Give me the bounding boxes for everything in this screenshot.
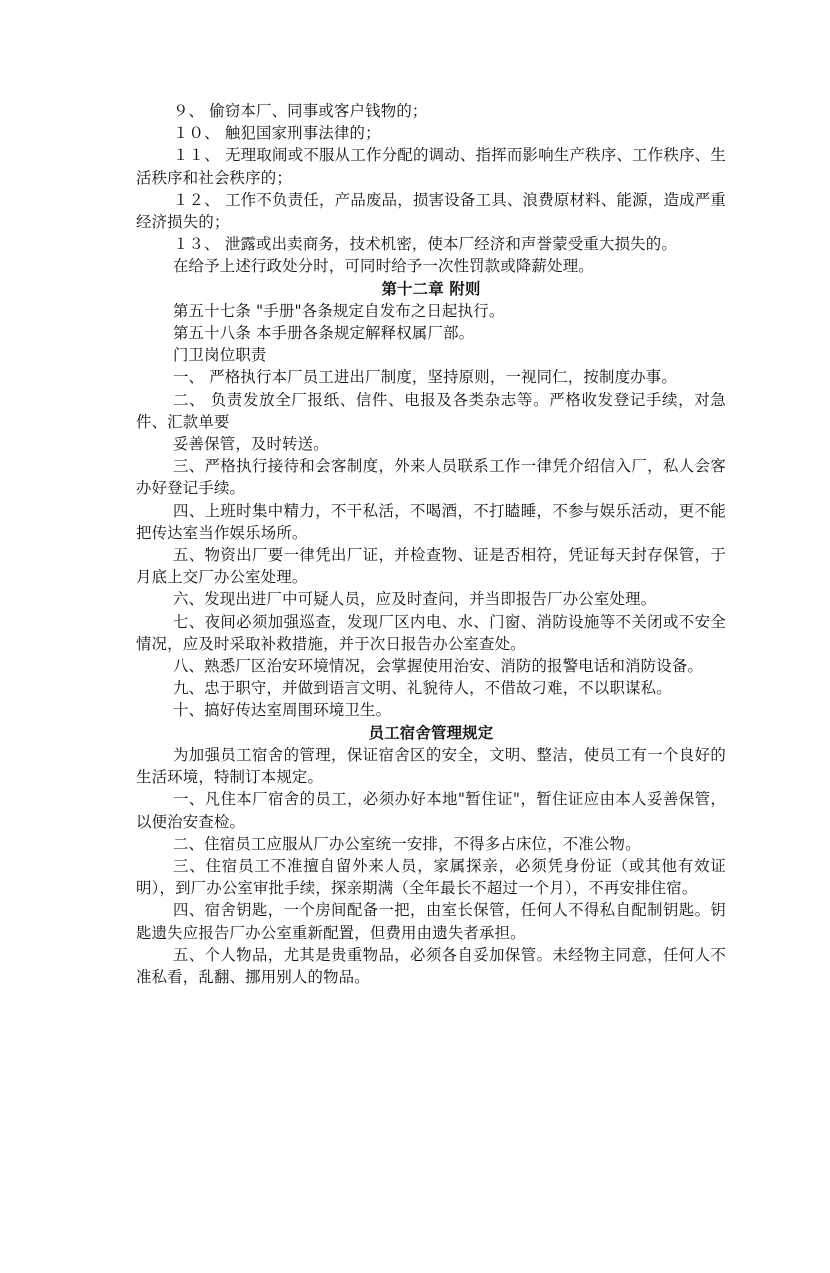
watermark <box>437 987 763 1273</box>
paragraph: 四、宿舍钥匙，一个房间配备一把，由室长保管，任何人不得私自配制钥匙。钥匙遗失应报告厂办公室重新配置，但费用由遗失者承担。 <box>136 901 726 942</box>
paragraph: １０、 触犯国家刑事法律的； <box>172 124 381 143</box>
paragraph: 五、物资出厂要一律凭出厂证，并检查物、证是否相符，凭证每天封存保管，于月底上交厂办公室处理。 <box>136 546 726 587</box>
paragraph: ９、 偷窃本厂、同事或客户钱物的； <box>172 102 428 120</box>
paragraph: 三、住宿员工不准擅自留外来人员，家属探亲，必须凭身份证（或其他有效证明），到厂办公室审批手续，探亲期满（全年最长不超过一个月），不再安排住宿。 <box>136 856 726 898</box>
paragraph: 十、搞好传达室周围环境卫生。 <box>172 701 392 720</box>
paragraph: 四、上班时集中精力，不干私活，不喝酒，不打瞌睡，不参与娱乐活动，更不能把传达室当作娱乐场所。 <box>136 501 726 542</box>
paragraph: 六、发现出进厂中可疑人员，应及时查问，并当即报告厂办公室处理。 <box>172 590 657 609</box>
paragraph: １１、 无理取闹或不服从工作分配的调动、指挥而影响生产秩序、工作秩序、生活秩序和社会秩序的； <box>136 146 726 187</box>
paragraph: １２、 工作不负责任，产品废品，损害设备工具、浪费原材料、能源，造成严重经济损失的； <box>136 190 726 232</box>
section-heading: 员工宿舍管理规定 <box>368 723 494 742</box>
chapter-heading: 第十二章 附则 <box>381 279 481 298</box>
paragraph: 一、 严格执行本厂员工进出厂制度，坚持原则，一视同仁，按制度办事。 <box>172 368 677 387</box>
paragraph: 五、个人物品，尤其是贵重物品，必须各自妥加保管。未经物主同意，任何人不准私看，乱翻、挪用别人的物品。 <box>136 945 726 986</box>
document-body <box>136 100 726 988</box>
paragraph: 在给予上述行政处分时，可同时给予一次性罚款或降薪处理。 <box>172 257 594 276</box>
paragraph: 第五十七条 "手册"各条规定自发布之日起执行。 <box>172 301 505 320</box>
paragraph: 二、住宿员工应服从厂办公室统一安排，不得多占床位，不准公物。 <box>172 834 641 853</box>
paragraph: 八、熟悉厂区治安环境情况，会掌握使用治安、消防的报警电话和消防设备。 <box>172 657 704 676</box>
section-title: 门卫岗位职责 <box>172 346 267 365</box>
paragraph: 二、 负责发放全厂报纸、信件、电报及各类杂志等。严格收发登记手续，对急件、汇款单要 <box>136 390 726 431</box>
paragraph: 三、严格执行接待和会客制度，外来人员联系工作一律凭介绍信入厂，私人会客办好登记手续。 <box>136 457 726 498</box>
paragraph: 妥善保管，及时转送。 <box>172 435 329 454</box>
paragraph: 九、忠于职守，并做到语言文明、礼貌待人，不借故刁难，不以职谋私。 <box>172 679 672 698</box>
paragraph: 第五十八条 本手册各条规定解释权属厂部。 <box>172 324 475 343</box>
paragraph: 一、凡住本厂宿舍的员工，必须办好本地"暂住证"，暂住证应由本人妥善保管，以便治安查检。 <box>136 790 726 831</box>
paragraph: 七、夜间必须加强巡查，发现厂区内电、水、门窗、消防设施等不关闭或不安全情况，应及时采取补救措施，并于次日报告办公室查处。 <box>136 612 726 653</box>
paragraph: 为加强员工宿舍的管理，保证宿舍区的安全，文明、整洁，使员工有一个良好的生活环境，特制订本规定。 <box>136 745 726 787</box>
paragraph: １３、 泄露或出卖商务，技术机密，使本厂经济和声誉蒙受重大损失的。 <box>172 235 677 254</box>
